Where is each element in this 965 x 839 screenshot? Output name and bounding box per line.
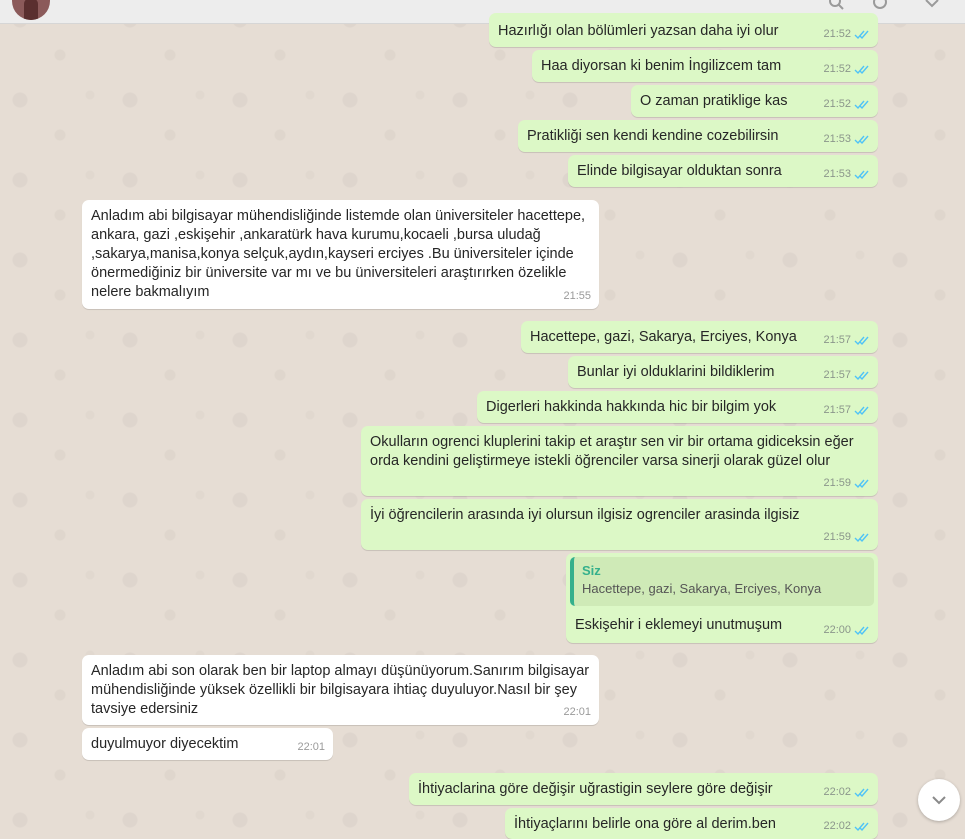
quoted-text: Hacettepe, gazi, Sakarya, Erciyes, Konya [582, 581, 822, 596]
read-ticks-icon [854, 64, 870, 75]
message-text: Bunlar iyi olduklarini bildiklerim [577, 364, 775, 380]
message-bubble-incoming[interactable] [82, 655, 599, 725]
message-bubble-outgoing[interactable] [361, 426, 878, 496]
message-meta [823, 60, 870, 79]
menu-icon[interactable] [924, 0, 940, 10]
message-text: Pratikliği sen kendi kendine cozebilirsin [527, 128, 779, 144]
message-time: 21:59 [823, 477, 851, 489]
message-text: Anladım abi son olarak ben bir laptop almayı düşünüyorum.Sanırım bilgisayar mühendisliğinde yüksek özellikli bir bilgisayara ihtiaç duyuluyor.Nasıl bir şey tavsiye edersiniz [91, 663, 590, 717]
message-meta [823, 130, 870, 149]
message-text: duyulmuyor diyecektim [91, 736, 239, 752]
message-time: 21:52 [823, 98, 851, 110]
message-text: İhtiyaçlarını belirle ona göre al derim.ben [514, 816, 776, 832]
message-text: İyi öğrencilerin arasında iyi olursun ilgisiz ogrenciler arasinda ilgisiz [370, 507, 800, 523]
message-time: 22:00 [823, 624, 851, 636]
status-icon[interactable] [872, 0, 888, 10]
message-bubble-outgoing[interactable] [568, 356, 878, 388]
quoted-author: Siz [582, 563, 601, 578]
message-time: 21:57 [823, 334, 851, 346]
message-meta [823, 783, 870, 802]
message-bubble-outgoing[interactable] [518, 120, 878, 152]
message-meta [823, 474, 870, 493]
message-bubble-outgoing[interactable] [409, 773, 878, 805]
message-time: 21:55 [563, 290, 591, 302]
message-time: 21:53 [823, 133, 851, 145]
message-time: 22:02 [823, 786, 851, 798]
message-text: Hazırlığı olan bölümleri yazsan daha iyi olur [498, 23, 779, 39]
read-ticks-icon [854, 29, 870, 40]
message-time: 22:01 [297, 741, 325, 753]
message-time: 21:52 [823, 28, 851, 40]
message-text: Okulların ogrenci kluplerini takip et araştır sen vir bir ortama gidiceksin eğer orda kendini geliştirmeye istekli öğrenciler varsa sinerji olarak güzel olur [370, 434, 854, 469]
read-ticks-icon [854, 532, 870, 543]
message-text: O zaman pratiklige kas [640, 93, 788, 109]
message-meta [823, 95, 870, 114]
read-ticks-icon [854, 405, 870, 416]
message-bubble-outgoing[interactable] [505, 808, 878, 839]
message-time: 21:53 [823, 168, 851, 180]
message-meta [823, 621, 870, 640]
message-bubble-outgoing[interactable] [521, 321, 878, 353]
read-ticks-icon [854, 134, 870, 145]
quoted-message[interactable] [570, 557, 874, 606]
message-text: Anladım abi bilgisayar mühendisliğinde listemde olan üniversiteler hacettepe, ankara, gazi ,eskişehir ,ankaratürk hava kurumu,kocaeli ,bursa uludağ ,sakarya,manisa,konya selçuk,aydın,kayseri erciyes .Bu üniversiteler içinde önermediğiniz bir üniversite var mı ve bu üniversiteleri araştırırken özelikle nelere bakmalıyım [91, 208, 586, 300]
chevron-down-icon [930, 791, 948, 809]
read-ticks-icon [854, 625, 870, 636]
message-meta [823, 366, 870, 385]
message-time: 21:52 [823, 63, 851, 75]
message-bubble-outgoing[interactable] [566, 553, 878, 643]
message-time: 21:57 [823, 369, 851, 381]
message-text: Elinde bilgisayar olduktan sonra [577, 163, 782, 179]
read-ticks-icon [854, 787, 870, 798]
message-text: Haa diyorsan ki benim İngilizcem tam [541, 58, 782, 74]
message-meta [823, 25, 870, 44]
message-meta [297, 738, 325, 757]
message-bubble-outgoing[interactable] [361, 499, 878, 550]
search-icon[interactable] [828, 0, 844, 10]
read-ticks-icon [854, 169, 870, 180]
message-bubble-incoming[interactable] [82, 728, 333, 760]
read-ticks-icon [854, 335, 870, 346]
message-time: 21:57 [823, 404, 851, 416]
message-text: Hacettepe, gazi, Sakarya, Erciyes, Konya [530, 329, 797, 345]
message-bubble-incoming[interactable] [82, 200, 599, 309]
message-meta [563, 703, 591, 722]
scroll-to-bottom-button[interactable] [918, 779, 960, 821]
message-bubble-outgoing[interactable] [631, 85, 878, 117]
message-bubble-outgoing[interactable] [477, 391, 878, 423]
message-bubble-outgoing[interactable] [532, 50, 878, 82]
message-meta [823, 817, 870, 836]
contact-avatar[interactable] [12, 0, 50, 20]
message-time: 21:59 [823, 531, 851, 543]
message-meta [823, 401, 870, 420]
message-bubble-outgoing[interactable] [568, 155, 878, 187]
message-meta [823, 331, 870, 350]
message-time: 22:01 [563, 706, 591, 718]
message-text: Eskişehir i eklemeyi unutmuşum [575, 617, 783, 633]
read-ticks-icon [854, 478, 870, 489]
message-meta [823, 528, 870, 547]
message-text: Digerleri hakkinda hakkında hic bir bilgim yok [486, 399, 777, 415]
read-ticks-icon [854, 821, 870, 832]
message-meta [823, 165, 870, 184]
read-ticks-icon [854, 99, 870, 110]
read-ticks-icon [854, 370, 870, 381]
message-time: 22:02 [823, 820, 851, 832]
message-text: İhtiyaclarina göre değişir uğrastigin seylere göre değişir [418, 781, 773, 797]
message-meta [563, 287, 591, 306]
message-bubble-outgoing[interactable] [489, 13, 878, 47]
